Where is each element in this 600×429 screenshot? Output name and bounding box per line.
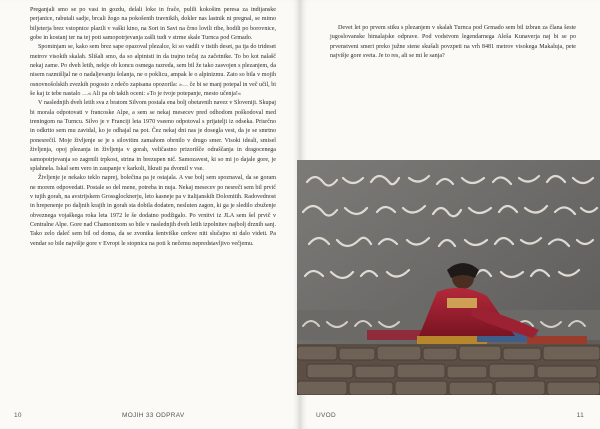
running-head-right: UVOD <box>316 412 336 419</box>
page-number-left: 10 <box>14 412 22 419</box>
paragraph: Preganjali smo se po vasi in gozdu, delali loke in frače, pulili kokošim peresa za indijanske perjanice, rabutali sadje, brcali žogo na pokošenih travnikih, dokler nas lastnik ni pregnal, se mimo biljeterja brez vstopnice plazili v vaški kino, na Sori in Savi na črno lovili ribe, hodili po borovnice, gobe in kostanj ter na tej poti samopotrjevanja zašli tudi v strme skale Turnca pod Grmado. <box>30 7 276 42</box>
paragraph: V naslednjih dveh letih sva z bratom Silvom postala ena bolj obetavnih navez v Sloveniji. Skupaj bi morala odpotovati v francoske Alpe, a sem se nekaj mesecev pred odhodom poškodoval med treningom na Turncu. Silvo je v Franciji leta 1970 vseeno odpotoval s prijatelji iz odseka. Prisrčno in odkrito sem mu zavidal, ko je odhajal na pot. Čez nekaj dni nas je dosegla vest, da je se smrtno ponesrečil. Moje življenje se je s silovitim zamahom obrnilo v drugo smer. Visoki ideali, smisel življenja, opoj plezanja in življenja v gorah, veličastno prizorišče odraščanja in dragocenega samopotrjevanja so zagrnili trpkost, strina in brezupen nič. Samozavest, ki so mi jo dajale gore, je splahnela. Iskal sem vero in zaupanje v karkoli, likrati pa dvomil v vse. <box>30 100 276 172</box>
page-number-right: 11 <box>576 412 584 419</box>
paragraph: Devet let po prvem stiku s plezanjem v skalah Turnca pod Grmado sem bil izbran za člana šeste jugoslovanske himalajske odprave. Pod vodstvom legendarnega Aleša Kunaverja naj bi se po prvenstveni smeri preko južne stene skušali povzpeti na vrh 8481 metrov visokega Makaluja, pete najvišje gore sveta. Je to res, ali se mi le sanja? <box>330 25 576 60</box>
running-head-left: MOJIH 33 ODPRAV <box>122 412 185 419</box>
left-page-body <box>30 6 276 249</box>
paragraph: Življenje je nekako teklo naprej, bolečina pa je ostajala. A vse bolj sem spoznaval, da se goram ne morem odpovedati. Postale so del mene, potreba in nuja. Nekaj mesecev po nesreči sem bil prvič v tujih gorah, na avstrijskem Grossglocknerju, leto kasneje pa v italijanskih Dolomitih. Radovednost in hrepenenje po daljnih krajih in gorah sta dobila dodaten, nesluten zagon, ki ga je sledilo zbuženje obveznega vojaškega roka leta 1972 le še dodatno podžigalo. Po vrnitvi iz JLA sem šel prvič v Centralne Alpe. Gore nad Chamonixom so bile v naslednjih dveh letih izpolnitev najbolj drznih sanj. Tako zelo daleč sem bil od doma, da se zvonika šentviške cerkve niti slučajno ni dalo videti. Pa vendar so bile najvišje gore v Evropi le stopnica na poti k nečemu nepredstavljivo večjemu. <box>30 175 276 247</box>
photo-mani-stones <box>297 160 600 395</box>
paragraph: Spominjam se, kako sem brez sape opazoval plezalce, ki so vadili v tistih deset, pa tja do trideset metrov visokih skalah. Slišali smo, da so alpinisti in da trajno tečaj za začetnike. To bo kot nalašč nekaj zame. Po dveh letih, nekje ob koncu osmega razreda, sem bil že tako zasvojen s plezanjem, da nisem razmišljal ne o nadaljevanju šolanja, ne o poklicu, ampak le o alpinizmu. Zato so bila v mojih osnovnošolskih zvezkih pogosto z rdečo zapisana opozorila: »… če bi se manj potepal in več učil, bi še kaj iz tebe nastalo …« Ali pa ob takih oceni: »To je tvoje potepanje, mesto učenja!« <box>30 44 276 98</box>
right-page-body <box>330 24 576 61</box>
